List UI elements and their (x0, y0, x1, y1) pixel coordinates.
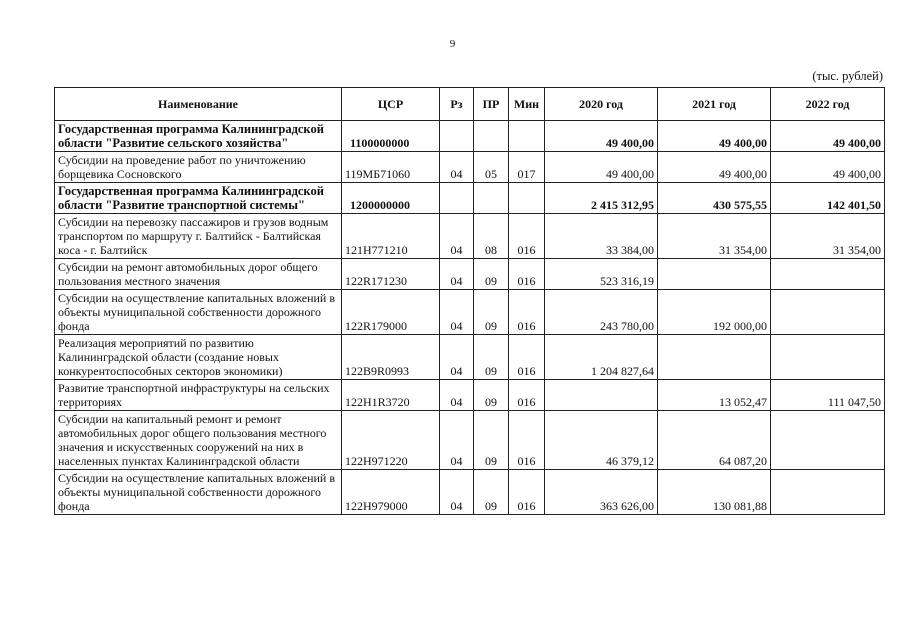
cell-name: Субсидии на осуществление капитальных вложений в объекты муниципальной собственности дорожного фонда (55, 470, 342, 515)
cell-pr: 09 (474, 259, 509, 290)
cell-y2021: 64 087,20 (658, 411, 771, 470)
table-row (55, 152, 885, 183)
cell-y2021: 13 052,47 (658, 380, 771, 411)
cell-min: 016 (509, 380, 545, 411)
cell-pr: 09 (474, 380, 509, 411)
cell-name: Реализация мероприятий по развитию Калининградской области (создание новых конкурентоспособных секторов экономики) (55, 335, 342, 380)
header-rz: Рз (440, 88, 474, 121)
cell-min (509, 121, 545, 152)
header-2022: 2022 год (771, 88, 885, 121)
cell-rz (440, 183, 474, 214)
cell-pr: 05 (474, 152, 509, 183)
cell-y2020: 243 780,00 (545, 290, 658, 335)
cell-y2022 (771, 290, 885, 335)
cell-csr: 1200000000 (342, 183, 440, 214)
program-row (55, 183, 885, 214)
cell-csr: 122Н971220 (342, 411, 440, 470)
cell-name: Субсидии на капитальный ремонт и ремонт автомобильных дорог общего пользования местного значения и искусственных сооружений на них в населенных пунктах Калининградской области (55, 411, 342, 470)
table-header-row (55, 88, 885, 121)
cell-y2020: 33 384,00 (545, 214, 658, 259)
table-row (55, 411, 885, 470)
cell-y2020: 523 316,19 (545, 259, 658, 290)
cell-rz: 04 (440, 470, 474, 515)
cell-name: Государственная программа Калининградской области "Развитие транспортной системы" (55, 183, 342, 214)
cell-y2022: 31 354,00 (771, 214, 885, 259)
cell-csr: 121Н771210 (342, 214, 440, 259)
cell-name: Развитие транспортной инфраструктуры на сельских территориях (55, 380, 342, 411)
program-row (55, 121, 885, 152)
cell-y2020: 46 379,12 (545, 411, 658, 470)
cell-y2022 (771, 335, 885, 380)
cell-y2022: 49 400,00 (771, 152, 885, 183)
cell-rz: 04 (440, 290, 474, 335)
cell-y2022 (771, 259, 885, 290)
cell-csr: 122R179000 (342, 290, 440, 335)
table-row (55, 335, 885, 380)
cell-min: 016 (509, 411, 545, 470)
page-number: 9 (449, 38, 456, 50)
cell-rz: 04 (440, 152, 474, 183)
cell-pr: 09 (474, 470, 509, 515)
header-2020: 2020 год (545, 88, 658, 121)
cell-pr: 08 (474, 214, 509, 259)
header-2021: 2021 год (658, 88, 771, 121)
cell-rz: 04 (440, 214, 474, 259)
header-min: Мин (509, 88, 545, 121)
cell-min: 016 (509, 290, 545, 335)
cell-y2021 (658, 335, 771, 380)
table-row (55, 214, 885, 259)
cell-name: Субсидии на перевозку пассажиров и грузов водным транспортом по маршруту г. Балтийск - Балтийская коса - г. Балтийск (55, 214, 342, 259)
cell-pr: 09 (474, 335, 509, 380)
table-row (55, 259, 885, 290)
cell-csr: 122R171230 (342, 259, 440, 290)
table-body (55, 121, 885, 515)
cell-y2021: 49 400,00 (658, 152, 771, 183)
cell-pr (474, 121, 509, 152)
cell-y2022: 111 047,50 (771, 380, 885, 411)
cell-y2020: 49 400,00 (545, 121, 658, 152)
cell-y2022: 142 401,50 (771, 183, 885, 214)
cell-min (509, 183, 545, 214)
header-pr: ПР (474, 88, 509, 121)
cell-y2021 (658, 259, 771, 290)
cell-name: Субсидии на проведение работ по уничтожению борщевика Сосновского (55, 152, 342, 183)
cell-y2020: 363 626,00 (545, 470, 658, 515)
cell-rz: 04 (440, 259, 474, 290)
cell-y2020: 1 204 827,64 (545, 335, 658, 380)
table-row (55, 470, 885, 515)
cell-rz: 04 (440, 335, 474, 380)
header-name: Наименование (55, 88, 342, 121)
cell-csr: 119МБ71060 (342, 152, 440, 183)
cell-min: 016 (509, 214, 545, 259)
cell-min: 017 (509, 152, 545, 183)
cell-csr: 122Н979000 (342, 470, 440, 515)
units-label: (тыс. рублей) (812, 69, 883, 83)
table-row (55, 290, 885, 335)
cell-pr: 09 (474, 290, 509, 335)
cell-rz (440, 121, 474, 152)
cell-min: 016 (509, 259, 545, 290)
cell-y2020 (545, 380, 658, 411)
cell-rz: 04 (440, 380, 474, 411)
table-row (55, 380, 885, 411)
cell-pr (474, 183, 509, 214)
cell-y2021: 49 400,00 (658, 121, 771, 152)
cell-csr: 1100000000 (342, 121, 440, 152)
cell-csr: 122В9R0993 (342, 335, 440, 380)
cell-rz: 04 (440, 411, 474, 470)
cell-min: 016 (509, 470, 545, 515)
cell-y2022: 49 400,00 (771, 121, 885, 152)
cell-y2021: 130 081,88 (658, 470, 771, 515)
budget-table (54, 87, 885, 515)
cell-name: Субсидии на осуществление капитальных вложений в объекты муниципальной собственности дорожного фонда (55, 290, 342, 335)
cell-y2020: 49 400,00 (545, 152, 658, 183)
cell-name: Субсидии на ремонт автомобильных дорог общего пользования местного значения (55, 259, 342, 290)
cell-y2021: 31 354,00 (658, 214, 771, 259)
cell-y2021: 192 000,00 (658, 290, 771, 335)
cell-pr: 09 (474, 411, 509, 470)
header-csr: ЦСР (342, 88, 440, 121)
cell-name: Государственная программа Калининградской области "Развитие сельского хозяйства" (55, 121, 342, 152)
cell-y2022 (771, 411, 885, 470)
cell-csr: 122Н1R3720 (342, 380, 440, 411)
cell-y2022 (771, 470, 885, 515)
cell-y2021: 430 575,55 (658, 183, 771, 214)
cell-min: 016 (509, 335, 545, 380)
cell-y2020: 2 415 312,95 (545, 183, 658, 214)
